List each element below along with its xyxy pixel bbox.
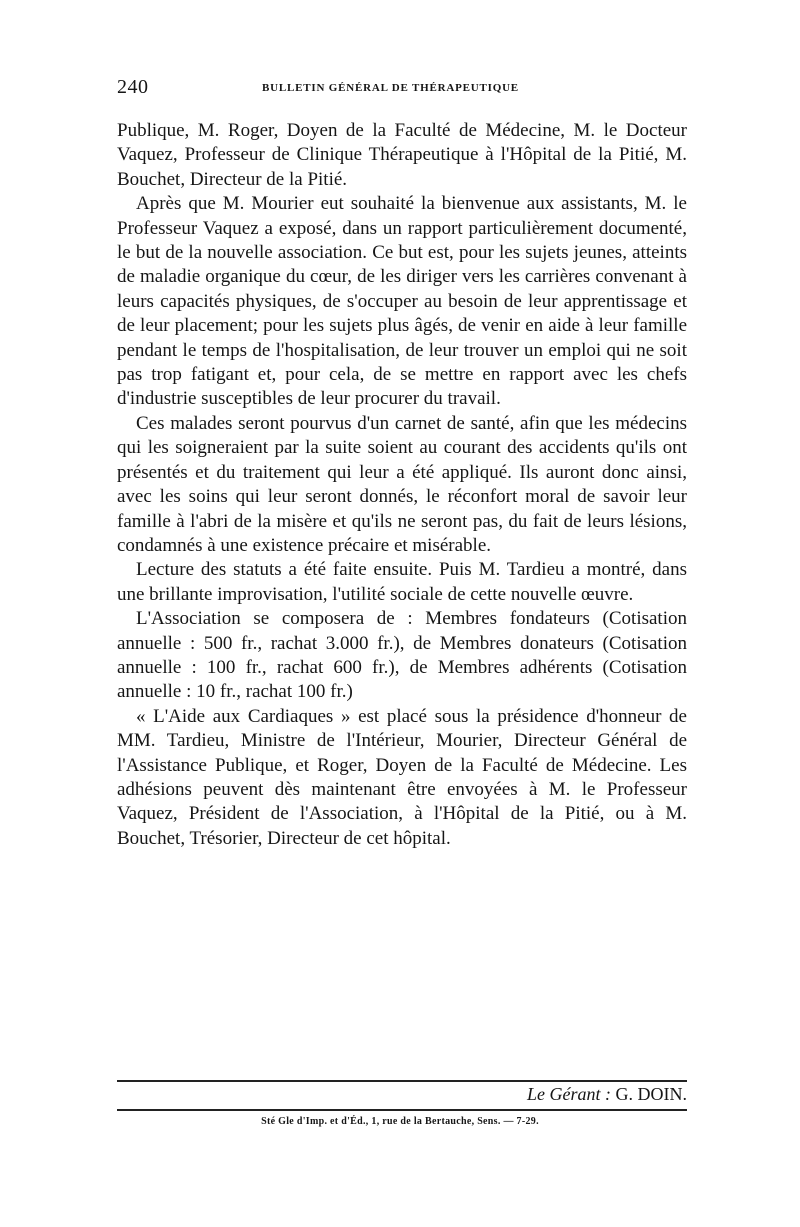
- paragraph-continuation: Publique, M. Roger, Doyen de la Faculté de Médecine, M. le Docteur Vaquez, Professeur de Clinique Thérapeutique à l'Hôpital de la Pitié, M. Bouchet, Directeur de la Pitié.: [117, 120, 687, 190]
- gerant-name: G. DOIN.: [615, 1084, 687, 1104]
- paragraph-mourier-vaquez: Après que M. Mourier eut souhaité la bienvenue aux assistants, M. le Professeur Vaquez a exposé, dans un rapport particulièrement documenté, le but de la nouvelle association. Ce but est, pour les sujets jeunes, atteints de maladie organique du cœur, de les diriger vers les carrières convenant à leurs capacités physiques, de s'occuper au besoin de leur apprentissage et de leur placement; pour les sujets plus âgés, de venir en aide à leur famille pendant le temps de l'hospitalisation, de leur trouver un emploi qui ne soit pas trop fatigant et, pour cela, de se mettre en rapport avec les chefs d'industrie susceptibles de leur procurer du travail.: [117, 193, 687, 410]
- paragraph-carnet-de-sante: Ces malades seront pourvus d'un carnet de santé, afin que les médecins qui les soigneraient par la suite soient au courant des accidents qu'ils ont présentés et du traitement qui leur a été appliqué. Ils auront donc ainsi, avec les soins qui leur seront donnés, le réconfort moral de savoir leur famille à l'abri de la misère et qu'ils ne seront pas, du fait de leurs lésions, condamnés à une existence précaire et misérable.: [117, 412, 687, 556]
- printer-imprint: Sté Gle d'Imp. et d'Éd., 1, rue de la Bertauche, Sens. — 7-29.: [261, 1116, 539, 1127]
- paragraph-statuts: Lecture des statuts a été faite ensuite. Puis M. Tardieu a montré, dans une brillante improvisation, l'utilité sociale de cette nouvelle œuvre.: [117, 559, 687, 605]
- gerant-label: Le Gérant :: [527, 1084, 611, 1104]
- footer-rule-bottom: [117, 1109, 687, 1111]
- running-title: BULLETIN GÉNÉRAL DE THÉRAPEUTIQUE: [262, 82, 519, 94]
- page-header: [117, 76, 684, 106]
- paragraph-membres: L'Association se composera de : Membres fondateurs (Cotisation annuelle : 500 fr., rachat 3.000 fr.), de Membres donateurs (Cotisation annuelle : 100 fr., rachat 600 fr.), de Membres adhérents (Cotisation annuelle : 10 fr., rachat 100 fr.): [117, 608, 687, 703]
- gerant-signature: [527, 1084, 687, 1105]
- article-body: [117, 119, 687, 851]
- footer-rule-top: [117, 1080, 687, 1082]
- page-number: 240: [117, 76, 149, 98]
- paragraph-presidence: « L'Aide aux Cardiaques » est placé sous la présidence d'honneur de MM. Tardieu, Ministre de l'Intérieur, Mourier, Directeur Général de l'Assistance Publique, et Roger, Doyen de la Faculté de Médecine. Les adhésions peuvent dès maintenant être envoyées à M. le Professeur Vaquez, Président de l'Association, à l'Hôpital de la Pitié, ou à M. Bouchet, Trésorier, Directeur de cet hôpital.: [117, 705, 687, 849]
